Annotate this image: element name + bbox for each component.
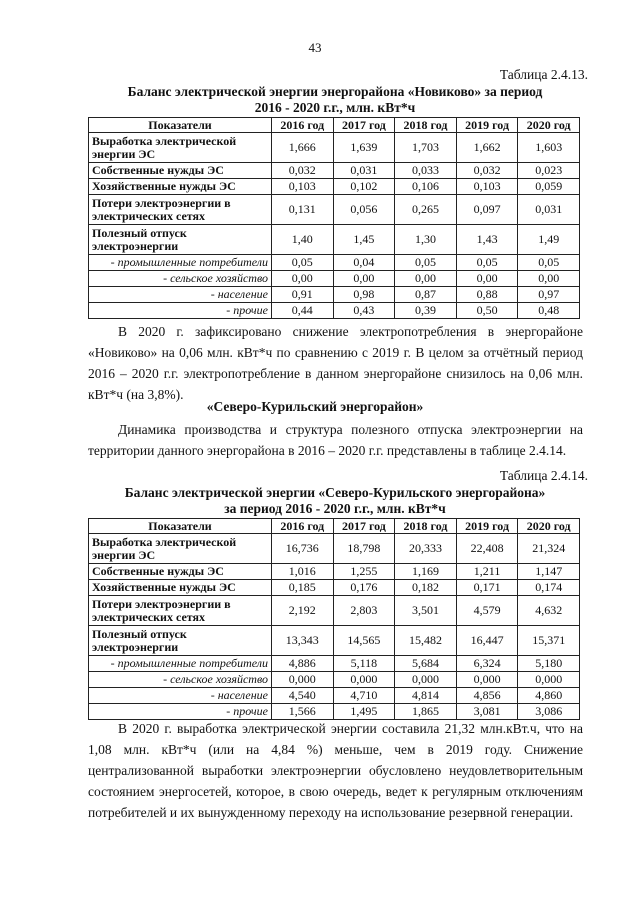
cell-value: 0,185	[272, 580, 334, 596]
cell-value: 1,703	[395, 133, 457, 163]
paragraph-2: Динамика производства и структура полезного отпуска электроэнергии на территории данного энергорайона в 2016 – 2020 г.г. представлены в таблице 2.4.14.	[88, 422, 583, 458]
table-row	[89, 271, 580, 287]
cell-value: 18,798	[333, 534, 395, 564]
cell-value: 1,30	[395, 225, 457, 255]
table-row	[89, 564, 580, 580]
header-year: 2019 год	[456, 118, 518, 133]
cell-value: 1,662	[456, 133, 518, 163]
cell-value: 0,04	[333, 255, 395, 271]
table-row	[89, 688, 580, 704]
cell-value: 0,023	[518, 163, 580, 179]
table-header-row	[89, 519, 580, 534]
cell-value: 15,371	[518, 626, 580, 656]
cell-value: 0,103	[456, 179, 518, 195]
table2	[88, 518, 580, 720]
cell-value: 0,91	[272, 287, 334, 303]
cell-value: 0,032	[272, 163, 334, 179]
cell-value: 0,103	[272, 179, 334, 195]
cell-value: 1,49	[518, 225, 580, 255]
cell-value: 1,43	[456, 225, 518, 255]
cell-value: 1,639	[333, 133, 395, 163]
row-label: Выработка электрической энергии ЭС	[89, 534, 272, 564]
header-year: 2018 год	[395, 118, 457, 133]
header-year: 2020 год	[518, 519, 580, 534]
cell-value: 1,566	[272, 704, 334, 720]
header-year: 2018 год	[395, 519, 457, 534]
row-label: Хозяйственные нужды ЭС	[89, 179, 272, 195]
table-header-row	[89, 118, 580, 133]
table1-label: Таблица 2.4.13.	[499, 67, 588, 82]
cell-value: 0,00	[518, 271, 580, 287]
cell-value: 1,603	[518, 133, 580, 163]
cell-value: 0,031	[518, 195, 580, 225]
cell-value: 0,176	[333, 580, 395, 596]
cell-value: 14,565	[333, 626, 395, 656]
table-row	[89, 303, 580, 319]
page-number: 43	[308, 40, 322, 55]
table-row	[89, 580, 580, 596]
row-label: - промышленные потребители	[89, 656, 272, 672]
row-label: - сельское хозяйство	[89, 672, 272, 688]
table2-title-line2: за период 2016 - 2020 г.г., млн. кВт*ч	[224, 501, 446, 516]
table1	[88, 117, 580, 319]
cell-value: 0,174	[518, 580, 580, 596]
cell-value: 13,343	[272, 626, 334, 656]
row-label: - промышленные потребители	[89, 255, 272, 271]
cell-value: 0,031	[333, 163, 395, 179]
row-label: Потери электроэнергии в электрических сетях	[89, 195, 272, 225]
cell-value: 0,097	[456, 195, 518, 225]
cell-value: 0,48	[518, 303, 580, 319]
cell-value: 22,408	[456, 534, 518, 564]
cell-value: 0,87	[395, 287, 457, 303]
cell-value: 4,856	[456, 688, 518, 704]
cell-value: 0,05	[456, 255, 518, 271]
table-row	[89, 179, 580, 195]
header-year: 2020 год	[518, 118, 580, 133]
cell-value: 4,814	[395, 688, 457, 704]
cell-value: 0,171	[456, 580, 518, 596]
cell-value: 4,540	[272, 688, 334, 704]
header-year: 2019 год	[456, 519, 518, 534]
paragraph-3: В 2020 г. выработка электрической энергии составила 21,32 млн.кВт.ч, что на 1,08 млн. кВт*ч (или на 4,84 %) меньше, чем в 2019 году. Снижение централизованной выработки электроэнергии обусловлено неудовлетворительным состоянием энергосетей, которое, в свою очередь, ведет к регулярным отключениям потребителей и их вынужденному переходу на использование резервной генерации.	[88, 721, 583, 820]
cell-value: 0,00	[333, 271, 395, 287]
header-indicator: Показатели	[89, 118, 272, 133]
cell-value: 0,05	[518, 255, 580, 271]
cell-value: 20,333	[395, 534, 457, 564]
cell-value: 2,192	[272, 596, 334, 626]
cell-value: 5,118	[333, 656, 395, 672]
row-label: - сельское хозяйство	[89, 271, 272, 287]
cell-value: 16,447	[456, 626, 518, 656]
paragraph-1: В 2020 г. зафиксировано снижение электропотребления в энергорайоне «Новиково» на 0,06 млн. кВт*ч по сравнению с 2019 г. В целом за отчётный период 2016 – 2020 г.г. электропотребление в данном энергорайоне снизилось на 0,06 млн. кВт*ч (на 3,8%).	[88, 324, 583, 402]
table2-label: Таблица 2.4.14.	[499, 468, 588, 483]
cell-value: 0,265	[395, 195, 457, 225]
cell-value: 4,710	[333, 688, 395, 704]
cell-value: 0,102	[333, 179, 395, 195]
cell-value: 3,086	[518, 704, 580, 720]
cell-value: 0,05	[272, 255, 334, 271]
cell-value: 3,501	[395, 596, 457, 626]
table-row	[89, 195, 580, 225]
cell-value: 1,016	[272, 564, 334, 580]
cell-value: 0,88	[456, 287, 518, 303]
cell-value: 0,033	[395, 163, 457, 179]
cell-value: 1,147	[518, 564, 580, 580]
table-row	[89, 596, 580, 626]
cell-value: 0,97	[518, 287, 580, 303]
cell-value: 0,44	[272, 303, 334, 319]
cell-value: 4,579	[456, 596, 518, 626]
cell-value: 0,00	[456, 271, 518, 287]
cell-value: 0,000	[395, 672, 457, 688]
cell-value: 0,05	[395, 255, 457, 271]
cell-value: 1,169	[395, 564, 457, 580]
table-row	[89, 255, 580, 271]
row-label: - прочие	[89, 704, 272, 720]
header-year: 2017 год	[333, 118, 395, 133]
table-row	[89, 626, 580, 656]
row-label: - прочие	[89, 303, 272, 319]
cell-value: 0,98	[333, 287, 395, 303]
table-row	[89, 534, 580, 564]
cell-value: 1,211	[456, 564, 518, 580]
table-row	[89, 672, 580, 688]
cell-value: 0,000	[518, 672, 580, 688]
cell-value: 15,482	[395, 626, 457, 656]
header-year: 2017 год	[333, 519, 395, 534]
table-row	[89, 163, 580, 179]
cell-value: 4,886	[272, 656, 334, 672]
cell-value: 0,00	[272, 271, 334, 287]
row-label: Собственные нужды ЭС	[89, 564, 272, 580]
header-indicator: Показатели	[89, 519, 272, 534]
cell-value: 0,39	[395, 303, 457, 319]
header-year: 2016 год	[272, 118, 334, 133]
cell-value: 1,495	[333, 704, 395, 720]
cell-value: 1,45	[333, 225, 395, 255]
cell-value: 0,032	[456, 163, 518, 179]
table-row	[89, 225, 580, 255]
cell-value: 1,40	[272, 225, 334, 255]
cell-value: 4,860	[518, 688, 580, 704]
section-heading: «Северо-Курильский энергорайон»	[206, 399, 424, 414]
cell-value: 1,666	[272, 133, 334, 163]
cell-value: 1,255	[333, 564, 395, 580]
cell-value: 16,736	[272, 534, 334, 564]
table-row	[89, 287, 580, 303]
cell-value: 2,803	[333, 596, 395, 626]
row-label: Потери электроэнергии в электрических сетях	[89, 596, 272, 626]
cell-value: 0,000	[456, 672, 518, 688]
table-row	[89, 133, 580, 163]
cell-value: 5,180	[518, 656, 580, 672]
table1-title-line2: 2016 - 2020 г.г., млн. кВт*ч	[254, 100, 416, 115]
cell-value: 0,056	[333, 195, 395, 225]
cell-value: 6,324	[456, 656, 518, 672]
cell-value: 0,50	[456, 303, 518, 319]
row-label: - население	[89, 287, 272, 303]
cell-value: 4,632	[518, 596, 580, 626]
cell-value: 0,106	[395, 179, 457, 195]
row-label: - население	[89, 688, 272, 704]
cell-value: 1,865	[395, 704, 457, 720]
table-row	[89, 656, 580, 672]
cell-value: 0,000	[333, 672, 395, 688]
cell-value: 0,182	[395, 580, 457, 596]
table2-title-line1: Баланс электрической энергии «Северо-Курильского энергорайона»	[124, 485, 546, 500]
cell-value: 21,324	[518, 534, 580, 564]
header-year: 2016 год	[272, 519, 334, 534]
cell-value: 3,081	[456, 704, 518, 720]
cell-value: 0,000	[272, 672, 334, 688]
cell-value: 0,059	[518, 179, 580, 195]
row-label: Полезный отпуск электроэнергии	[89, 626, 272, 656]
row-label: Полезный отпуск электроэнергии	[89, 225, 272, 255]
cell-value: 0,43	[333, 303, 395, 319]
table1-title-line1: Баланс электрической энергии энергорайона «Новиково» за период	[127, 84, 543, 99]
row-label: Собственные нужды ЭС	[89, 163, 272, 179]
cell-value: 5,684	[395, 656, 457, 672]
row-label: Выработка электрической энергии ЭС	[89, 133, 272, 163]
row-label: Хозяйственные нужды ЭС	[89, 580, 272, 596]
cell-value: 0,131	[272, 195, 334, 225]
cell-value: 0,00	[395, 271, 457, 287]
